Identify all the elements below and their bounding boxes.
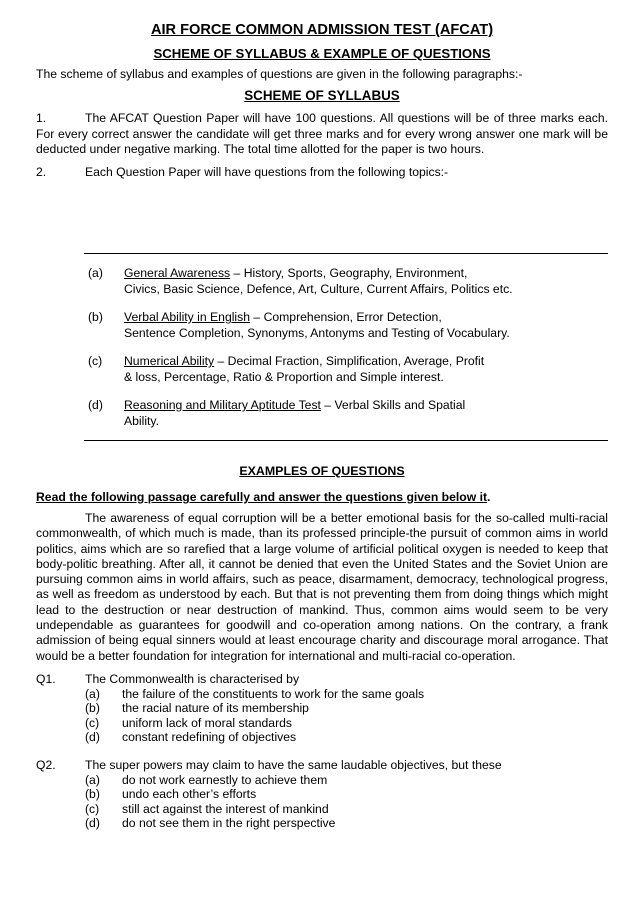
paragraph-2 (36, 165, 608, 181)
option: (a) the failure of the constituents to work for the same goals (85, 686, 425, 701)
document-title: AIR FORCE COMMON ADMISSION TEST (AFCAT) (150, 22, 494, 38)
examples-section (36, 463, 608, 844)
option: (b) undo each other’s efforts (85, 787, 257, 802)
examples-heading: EXAMPLES OF QUESTIONS (239, 464, 405, 478)
topic-desc: – Verbal Skills and Spatial (320, 398, 466, 412)
topic-desc-line2: Ability. (124, 414, 159, 428)
topic-title: Reasoning and Military Aptitude Test (124, 398, 321, 412)
topic-label: (d) (88, 398, 103, 412)
topic-label: (b) (88, 310, 103, 324)
topic-title: Verbal Ability in English (124, 310, 251, 324)
option: (d) do not see them in the right perspective (85, 816, 336, 831)
topic-title: General Awareness (124, 266, 231, 280)
paragraph-number: 1. (36, 111, 47, 125)
topic-title: Numerical Ability (124, 354, 215, 368)
topic-desc: – History, Sports, Geography, Environment, (230, 266, 468, 280)
divider-bottom (84, 440, 608, 441)
topic-desc-line2: Civics, Basic Science, Defence, Art, Culture, Current Affairs, Politics etc. (124, 282, 513, 296)
question-2 (36, 758, 608, 831)
topic-item (36, 353, 608, 385)
option: (b) the racial nature of its membership (85, 701, 309, 716)
document-subtitle: SCHEME OF SYLLABUS & EXAMPLE OF QUESTIONS (153, 46, 491, 61)
divider-top (84, 253, 608, 254)
topic-item (36, 309, 608, 341)
paragraph-text: Each Question Paper will have questions from the following topics:- (85, 164, 449, 179)
topic-label: (a) (88, 266, 103, 280)
topic-desc-line2: & loss, Percentage, Ratio & Proportion and Simple interest. (124, 370, 444, 384)
option: (d) constant redefining of objectives (85, 730, 297, 745)
topic-item (36, 397, 608, 429)
topic-label: (c) (88, 354, 103, 368)
question-number: Q2. (36, 757, 56, 772)
option: (a) do not work earnestly to achieve them (85, 772, 328, 787)
instruction-line: Read the following passage carefully and answer the questions given below it. (36, 490, 491, 504)
question-1 (36, 672, 608, 745)
paragraph-number: 2. (36, 164, 47, 179)
topic-desc-line2: Sentence Completion, Synonyms, Antonyms and Testing of Vocabulary. (124, 326, 510, 340)
document-page (36, 22, 608, 187)
topic-desc: – Comprehension, Error Detection, (250, 310, 442, 324)
topic-desc: – Decimal Fraction, Simplification, Average, Profit (214, 354, 485, 368)
question-stem: The Commonwealth is characterised by (85, 671, 300, 686)
question-number: Q1. (36, 671, 56, 686)
question-stem: The super powers may claim to have the same laudable objectives, but these (85, 757, 502, 772)
paragraph-1 (36, 111, 608, 158)
passage-text: The awareness of equal corruption will be a better emotional basis for the so-called multi-racial commonwealth, of which much is made, than its professed principle-the pursuit of common aims in world politics, aims which are so rarefied that a large volume of artificial political oxygen is needed to keep that body-politic breathing. After all, it cannot be denied that even the United States and the Soviet Union are pursuing common aims in world affairs, such as peace, disarmament, democracy, technological progress, as well as freedom as understood by each. But that is not preventing them from doing things which might lead to the destruction or near destruction of mankind. Thus, common aims would seem to be very undependable as guarantees for goodwill and co-operation among nations. On the contrary, a frank admission of being equal sinners would at least encourage charity and discourage moral arrogance. That would be a better foundation for integration for international and multi-racial co-operation. (36, 511, 608, 663)
option: (c) uniform lack of moral standards (85, 715, 293, 730)
option: (c) still act against the interest of mankind (85, 801, 329, 816)
paragraph-text: The AFCAT Question Paper will have 100 questions. All questions will be of three marks each. For every correct answer the candidate will get three marks and for every wrong answer one mark will be deducted under negative marking. The total time allotted for the paper is two hours. (36, 111, 608, 156)
topic-item (36, 265, 608, 297)
topics-list (36, 265, 608, 441)
syllabus-heading: SCHEME OF SYLLABUS (244, 88, 400, 103)
intro-text: The scheme of syllabus and examples of questions are given in the following paragraphs:- (36, 67, 523, 81)
